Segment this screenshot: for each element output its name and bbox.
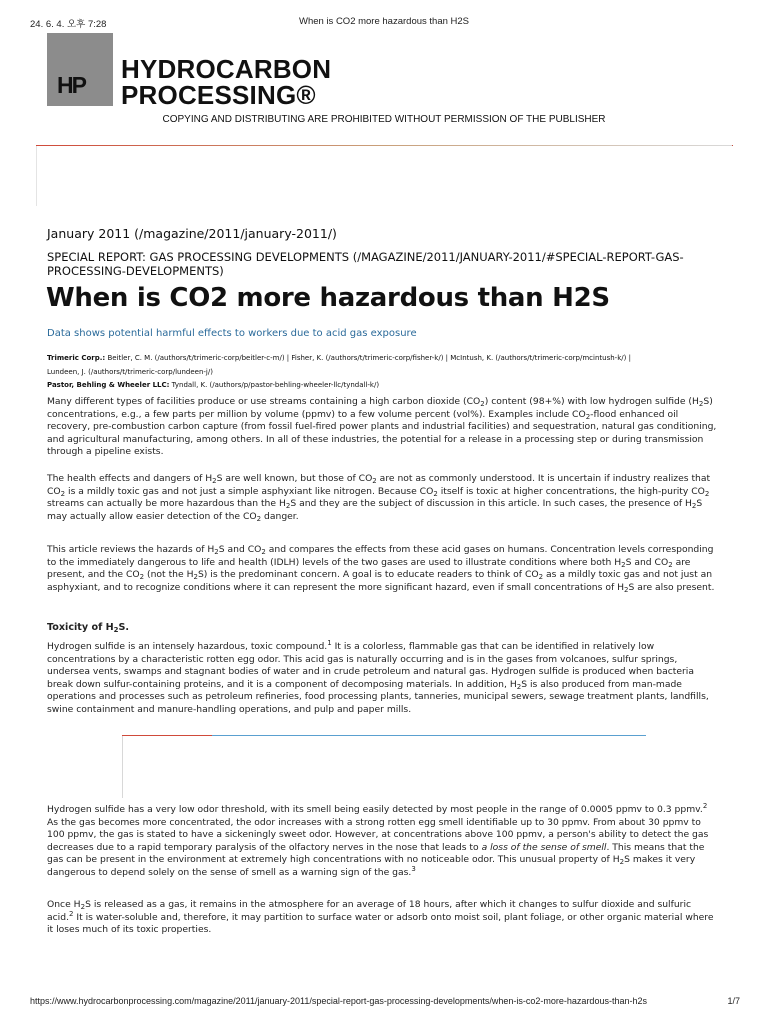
byline-org-trimeric: Trimeric Corp.:	[47, 354, 106, 362]
paragraph-article-review: This article reviews the hazards of $H_2S$ and $CO_2$ and compares the effects from these acid gases on humans. Concentration levels corresponding to the immediately dangerous to life and health (IDLH) levels of the two gases are used to illustrate conditions where both $H_2S$ and $CO_2$ are present, and the $CO_2$ (not the $H_2S$) is the predominant concern. A goal is to educate readers to think of $CO_2$ as a mildly toxic gas and not just an asphyxiant, and to recognize conditions where it can represent the more significant hazard, even if small concentrations of $H_2S$ are also present.	[47, 544, 715, 594]
special-report-link[interactable]: SPECIAL REPORT: GAS PROCESSING DEVELOPMENTS (/MAGAZINE/2011/JANUARY-2011/#SPECIAL-REPORT-GAS-PROCESSING-DEVELOPMENTS)	[47, 250, 684, 278]
logo-mark: HP	[57, 72, 85, 98]
issue-link[interactable]: January 2011 (/magazine/2011/january-2011/)	[47, 226, 337, 241]
paragraph-intro: Many different types of facilities produce or use streams containing a high carbon dioxide $(CO_2)$ content (98+%) with low hydrogen sulfide $(H_2S)$ concentrations, e.g., a few parts per million by volume (ppmv) to a few volume percent (vol%). Examples include $CO_2$-flood enhanced oil recovery, pre-combustion carbon capture (from fossil fuel-fired power plants and industrial facilities) and sequestration, natural gas conditioning, and agricultural manufacturing, among others. In all of these industries, the potential for a release in a processing step or during transmission through a pipeline exists.	[47, 396, 717, 458]
print-page-title: When is CO2 more hazardous than H2S	[298, 16, 470, 27]
paragraph-toxicity: Hydrogen sulfide is an intensely hazardous, toxic compound.$^1$ It is a colorless, flammable gas that can be identified in relatively low concentrations by a characteristic rotten egg odor. This acid gas is naturally occurring and is in the gases from volcanoes, sulfur springs, undersea vents, swamps and stagnant bodies of water and in crude petroleum and natural gas. Hydrogen sulfide is produced when bacteria break down sulfur-containing proteins, and it is a component of decomposing materials. In addition, $H_2S$ is also produced from man-made operations and processes such as petroleum refineries, food processing plants, tanneries, municipal sewers, sewage treatment plants, landfills, swine containment and manure-handling operations, and pulp and paper mills.	[47, 639, 709, 715]
byline-authors-trimeric[interactable]: Beitler, C. M. (/authors/t/trimeric-corp/beitler-c-m/) | Fisher, K. (/authors/t/trimeric-corp/fisher-k/) | McIntush, K. (/authors/t/trimeric-corp/mcintush-k/) |	[105, 354, 631, 362]
byline-authors-pbw[interactable]: Tyndall, K. (/authors/p/pastor-behling-wheeler-llc/tyndall-k/)	[169, 381, 380, 389]
article-title: When is CO2 more hazardous than H2S	[46, 283, 610, 313]
inline-ad-accent	[122, 735, 212, 736]
logo-line-1: HYDROCARBON	[121, 54, 332, 84]
paragraph-atmosphere: Once $H_2S$ is released as a gas, it remains in the atmosphere for an average of 18 hours, after which it changes to sulfur dioxide and sulfuric acid.$^2$ It is water-soluble and, therefore, it may partition to surface water or adsorb onto moist soil, plant foliage, or other organic material where it loses much of its toxic properties.	[47, 899, 714, 936]
ad-banner-accent	[36, 145, 732, 146]
logo-wordmark[interactable]	[121, 56, 331, 108]
paragraph-health-effects: The health effects and dangers of $H_2S$ are well known, but those of $CO_2$ are not as commonly understood. It is uncertain if industry realizes that $CO_2$ is a mildly toxic gas and not just a simple asphyxiant like nitrogen. Because $CO_2$ itself is toxic at higher concentrations, the high-purity $CO_2$ streams can actually be more hazardous than the $H_2S$ and they are the subject of discussion in this article. In such cases, the presence of $H_2S$ may actually allow easier detection of the $CO_2$ danger.	[47, 473, 711, 523]
inline-ad-placeholder	[122, 735, 646, 798]
italic-phrase: a loss of the sense of smell	[481, 841, 607, 853]
section-heading-toxicity: Toxicity of $H_2S$.	[47, 622, 130, 634]
logo-line-2: PROCESSING®	[121, 80, 316, 110]
print-timestamp: 24. 6. 4. 오후 7:28	[30, 19, 107, 30]
byline-row-1[interactable]	[47, 351, 727, 365]
ad-banner-placeholder	[36, 145, 733, 206]
byline-row-2[interactable]: Lundeen, J. (/authors/t/trimeric-corp/lundeen-j/)	[47, 368, 213, 376]
byline-row-3[interactable]	[47, 378, 727, 392]
copyright-notice: COPYING AND DISTRIBUTING ARE PROHIBITED WITHOUT PERMISSION OF THE PUBLISHER	[162, 114, 606, 125]
print-page-number: 1/7	[727, 996, 740, 1006]
print-footer-url: https://www.hydrocarbonprocessing.com/magazine/2011/january-2011/special-report-gas-processing-developments/when-is-co2-more-hazardous-than-h2s	[30, 996, 647, 1006]
article-subtitle: Data shows potential harmful effects to workers due to acid gas exposure	[47, 328, 417, 339]
hp-logo-icon[interactable]	[47, 33, 113, 106]
byline-org-pbw: Pastor, Behling & Wheeler LLC:	[47, 381, 170, 389]
paragraph-odor-threshold: Hydrogen sulfide has a very low odor threshold, with its smell being easily detected by most people in the range of 0.0005 ppmv to 0.3 ppmv.$^2$ As the gas becomes more concentrated, the odor increases with a strong rotten egg smell identifiable up to 30 ppmv. From about 30 ppmv to 100 ppmv, the gas is stated to have a sickeningly sweet odor. However, at concentrations above 100 ppmv, a person's ability to detect the gas decreases due to a rapid temporary paralysis of the olfactory nerves in the nose that leads to a loss of the sense of smell. This means that the gas can be present in the environment at extremely high concentrations with no noticeable odor. This unusual property of $H_2S$ makes it very dangerous to depend solely on the sense of smell as a warning sign of the gas.$^3$	[47, 802, 709, 878]
